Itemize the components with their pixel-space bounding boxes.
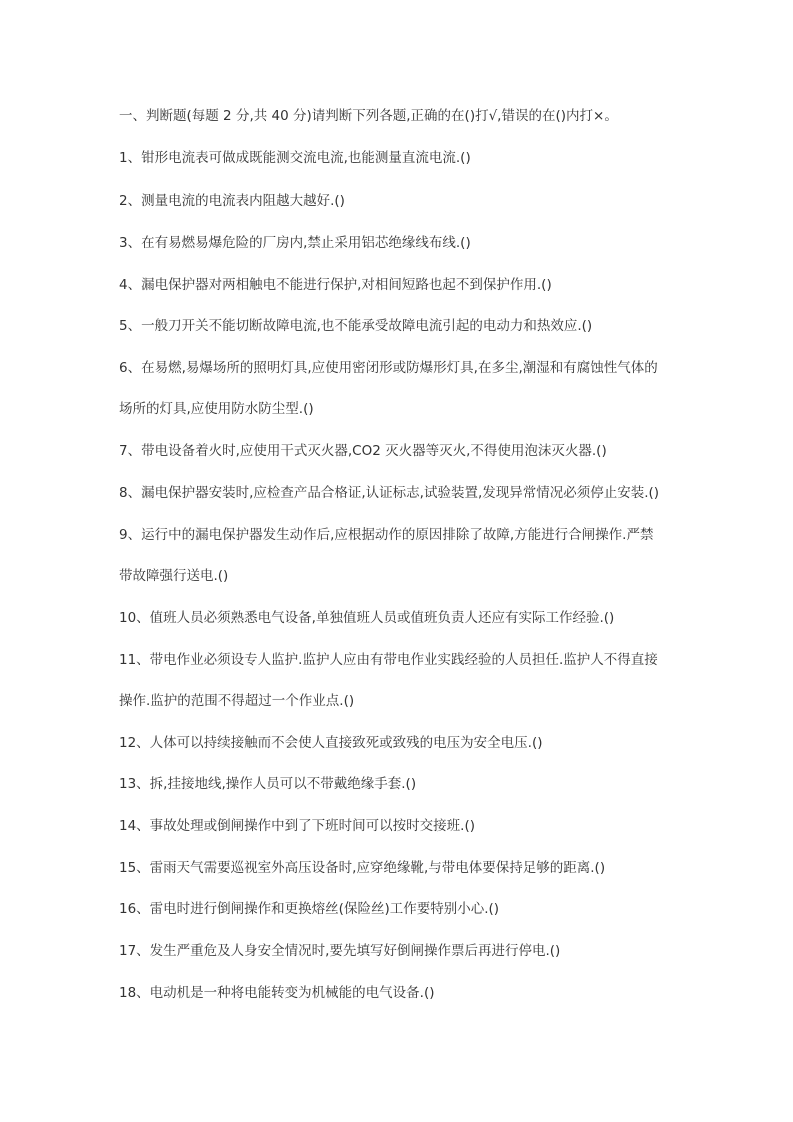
question-line: 13、拆,挂接地线,操作人员可以不带戴绝缘手套.(): [119, 776, 417, 792]
question-line: 10、值班人员必须熟悉电气设备,单独值班人员或值班负责人还应有实际工作经验.(): [119, 610, 615, 626]
question-line: 8、漏电保护器安装时,应检查产品合格证,认证标志,试验装置,发现异常情况必须停止安装.(): [119, 485, 660, 501]
question-line: 6、在易燃,易爆场所的照明灯具,应使用密闭形或防爆形灯具,在多尘,潮湿和有腐蚀性气体的: [119, 360, 658, 376]
question-line: 9、运行中的漏电保护器发生动作后,应根据动作的原因排除了故障,方能进行合闸操作.严禁: [119, 527, 654, 543]
question-line: 12、人体可以持续接触而不会使人直接致死或致残的电压为安全电压.(): [119, 735, 543, 751]
question-line: 5、一般刀开关不能切断故障电流,也不能承受故障电流引起的电动力和热效应.(): [119, 318, 593, 334]
question-line: 14、事故处理或倒闸操作中到了下班时间可以按时交接班.(): [119, 818, 476, 834]
question-line: 15、雷雨天气需要巡视室外高压设备时,应穿绝缘靴,与带电体要保持足够的距离.(): [119, 860, 606, 876]
question-line: 7、带电设备着火时,应使用干式灭火器,CO2 灭火器等灭火,不得使用泡沫灭火器.(): [119, 443, 607, 459]
question-line: 16、雷电时进行倒闸操作和更换熔丝(保险丝)工作要特别小心.(): [119, 901, 500, 917]
question-line: 3、在有易燃易爆危险的厂房内,禁止采用铝芯绝缘线布线.(): [119, 235, 471, 251]
question-line: 18、电动机是一种将电能转变为机械能的电气设备.(): [119, 985, 435, 1001]
question-line-continuation: 带故障强行送电.(): [119, 568, 229, 584]
question-line: 1、钳形电流表可做成既能测交流电流,也能测量直流电流.(): [119, 150, 471, 166]
question-line: 17、发生严重危及人身安全情况时,要先填写好倒闸操作票后再进行停电.(): [119, 943, 561, 959]
question-line-continuation: 场所的灯具,应使用防水防尘型.(): [119, 401, 314, 417]
question-line: 4、漏电保护器对两相触电不能进行保护,对相间短路也起不到保护作用.(): [119, 277, 552, 293]
question-line: 11、带电作业必须设专人监护.监护人应由有带电作业实践经验的人员担任.监护人不得直接: [119, 652, 658, 668]
question-line: 2、测量电流的电流表内阻越大越好.(): [119, 193, 345, 209]
section-heading: 一、判断题(每题 2 分,共 40 分)请判断下列各题,正确的在()打√,错误的在()内打×。: [119, 108, 618, 124]
question-line-continuation: 操作.监护的范围不得超过一个作业点.(): [119, 693, 355, 709]
